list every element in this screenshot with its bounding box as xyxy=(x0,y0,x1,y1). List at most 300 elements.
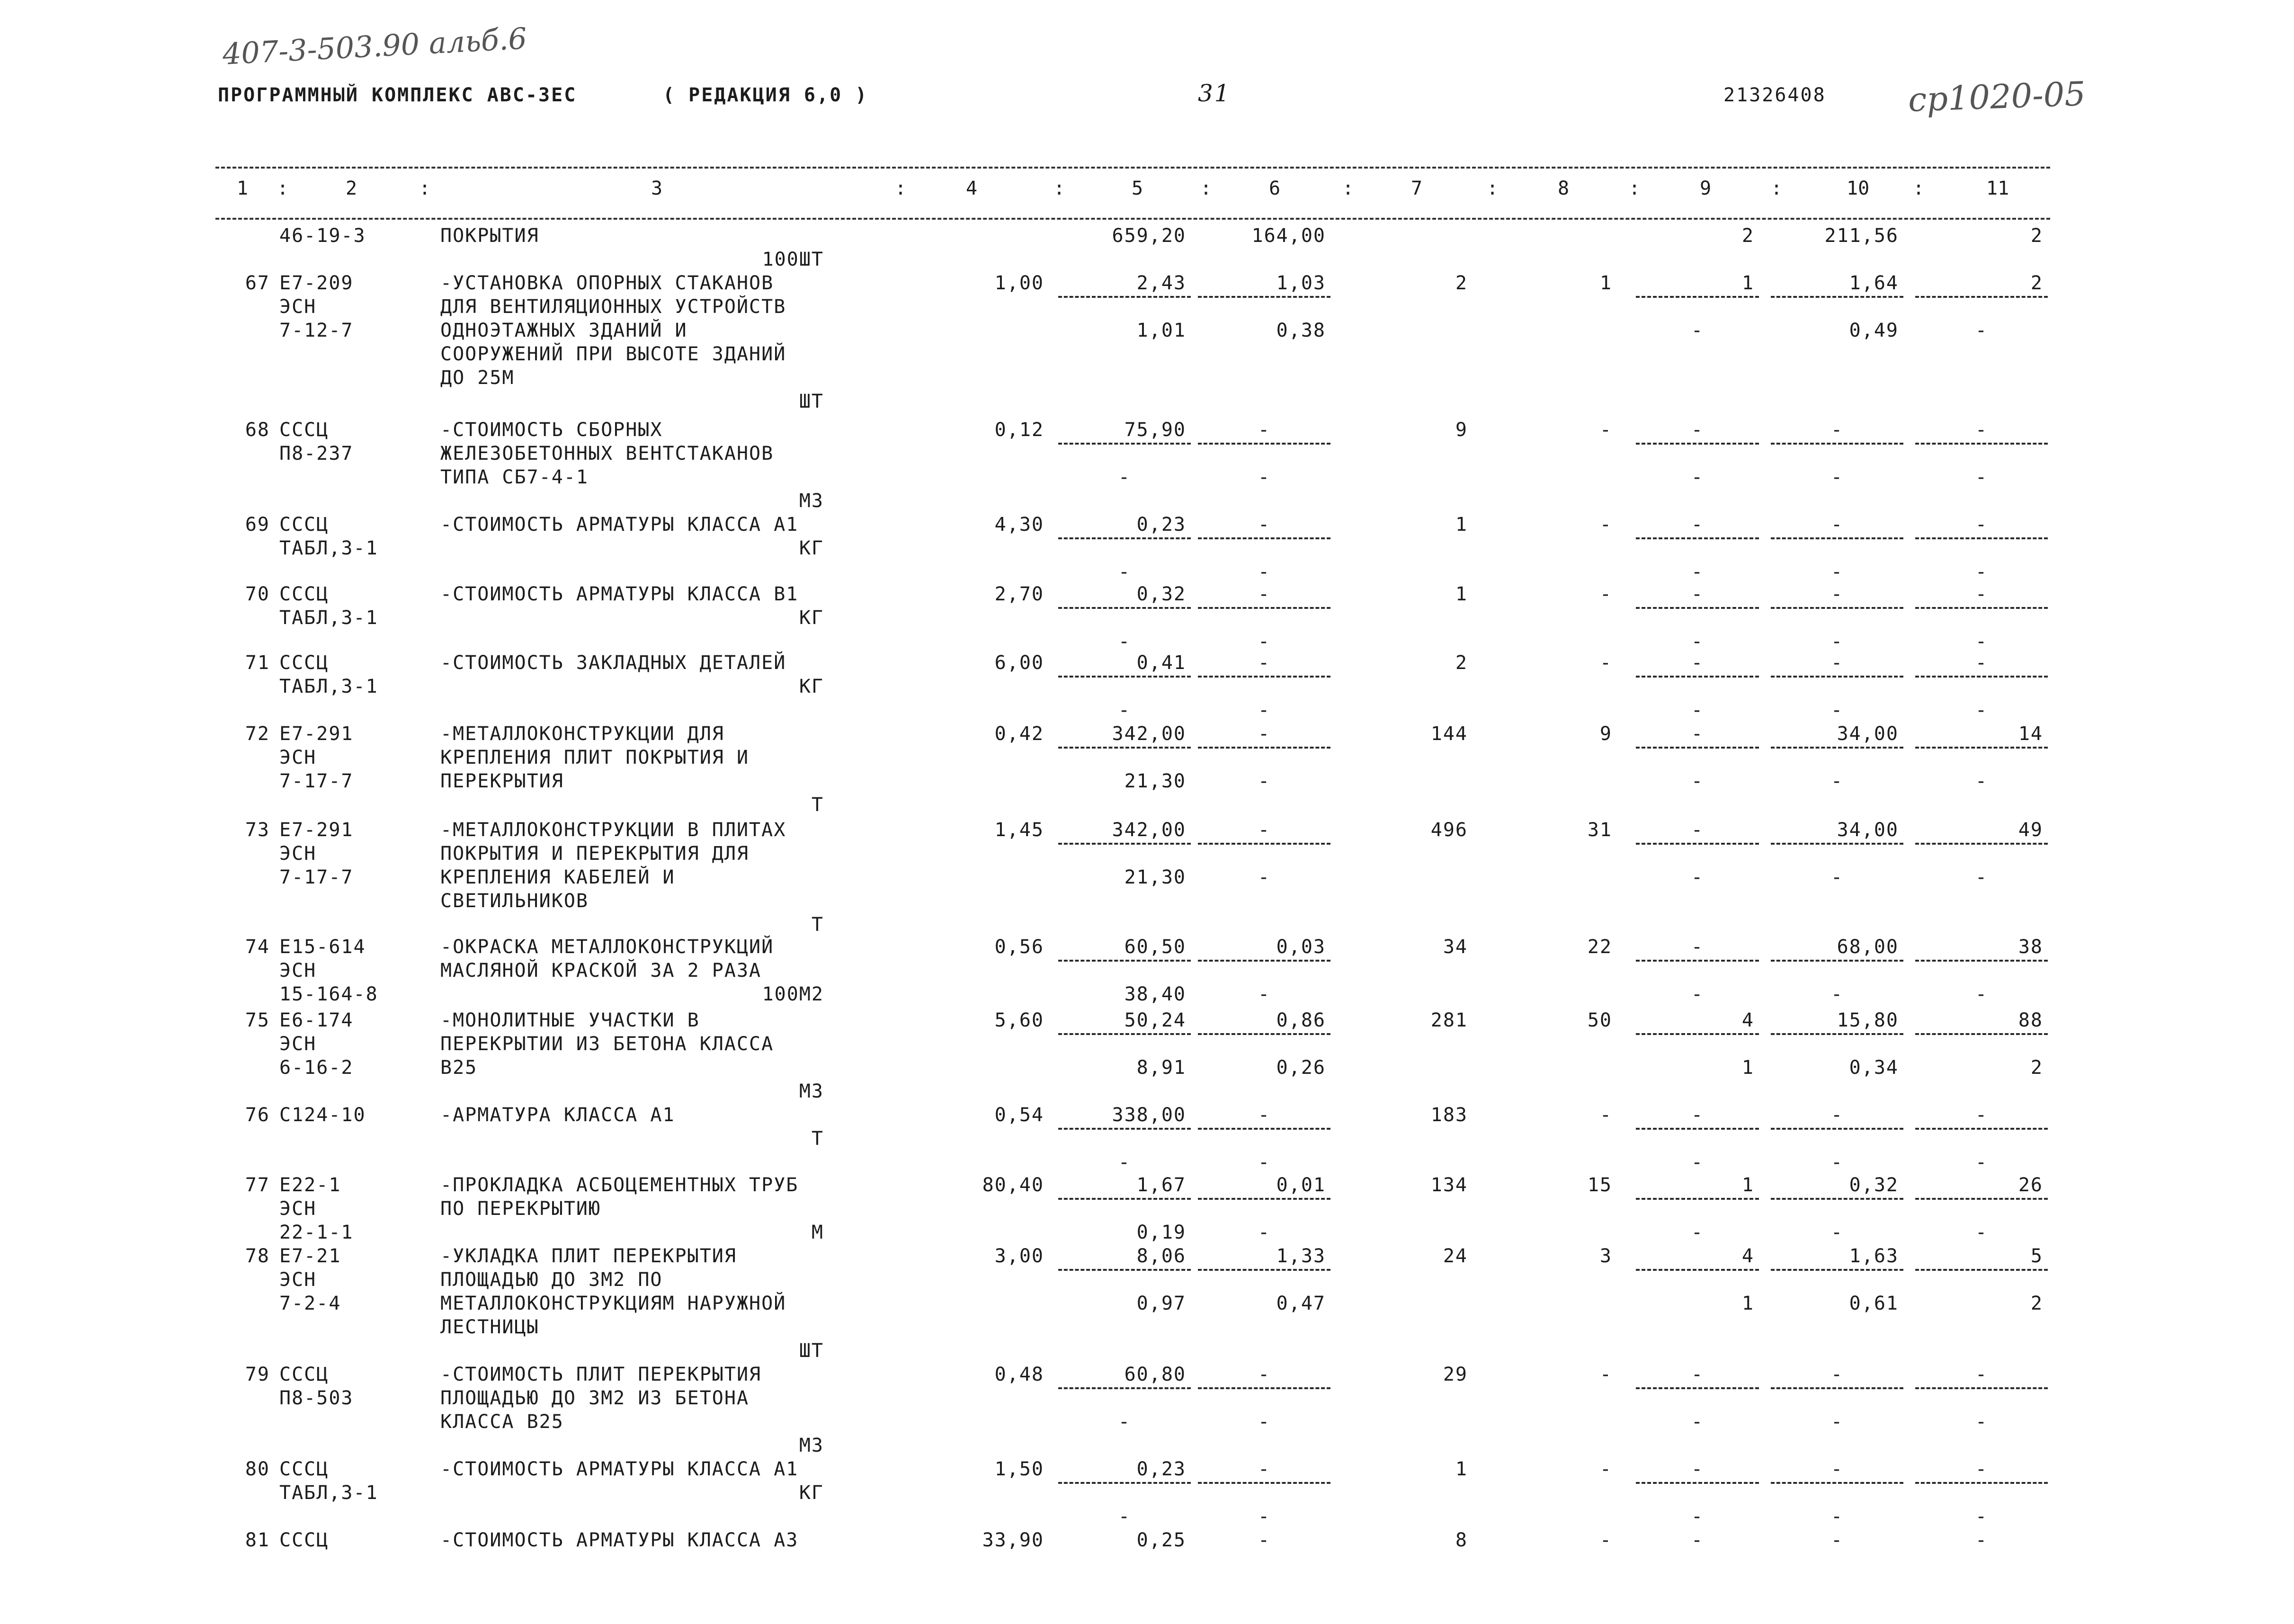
row-code: СССЦ xyxy=(279,583,329,605)
row-unit: М3 xyxy=(799,490,824,512)
row-c6-top: - xyxy=(1258,419,1271,441)
row-c6-top: - xyxy=(1258,652,1271,674)
row-col7: 24 xyxy=(1443,1245,1468,1267)
row-c9-top: 4 xyxy=(1741,1245,1754,1267)
row-c5-top: 0,32 xyxy=(1136,583,1186,605)
row-code: СССЦ xyxy=(279,652,329,674)
row-number: 78 xyxy=(245,1245,270,1267)
row-c9-top: - xyxy=(1691,936,1704,958)
cell-divider xyxy=(1636,960,1759,962)
cell-divider xyxy=(1636,607,1759,609)
row-c10-top: - xyxy=(1830,1529,1844,1551)
cell-divider xyxy=(1771,296,1903,298)
row-unit: Т xyxy=(811,914,824,936)
row-c9-bottom: - xyxy=(1691,699,1704,721)
cell-divider xyxy=(1915,1033,2048,1035)
row-col8: 15 xyxy=(1587,1174,1612,1196)
row-unit: КГ xyxy=(799,607,824,629)
row-quantity: 5,60 xyxy=(994,1009,1044,1031)
row-code: 7-2-4 xyxy=(279,1293,341,1314)
cell-divider xyxy=(1058,443,1191,445)
row-c11-bottom: - xyxy=(1975,1506,1988,1527)
cell-divider xyxy=(1198,537,1330,539)
row-c5-bottom: 21,30 xyxy=(1124,770,1186,792)
cell-divider xyxy=(1771,676,1903,678)
page-number: 31 xyxy=(1198,80,1231,107)
row-unit: М xyxy=(811,1222,824,1243)
row-quantity: 0,56 xyxy=(994,936,1044,958)
row-code: СССЦ xyxy=(279,1458,329,1480)
row-c10-top: 1,64 xyxy=(1849,272,1899,294)
row-c6-bottom: - xyxy=(1258,1222,1271,1243)
row-c5-top: 60,50 xyxy=(1124,936,1186,958)
row-description: -СТОИМОСТЬ СБОРНЫХ xyxy=(440,419,663,441)
cell-divider xyxy=(1636,843,1759,845)
row-c9-bottom: - xyxy=(1691,631,1704,652)
row-c10-bottom: - xyxy=(1830,866,1844,888)
row-c9-bottom: - xyxy=(1691,466,1704,488)
cell-divider xyxy=(1771,1198,1903,1200)
row-col7: 1 xyxy=(1455,583,1468,605)
row-c10-top: - xyxy=(1830,1458,1844,1480)
cell-divider xyxy=(1771,960,1903,962)
column-separator: : xyxy=(1629,178,1641,199)
cell-divider xyxy=(1771,537,1903,539)
row-quantity: 1,45 xyxy=(994,819,1044,841)
row-c5-bottom: - xyxy=(1118,466,1131,488)
row-description: МАСЛЯНОЙ КРАСКОЙ ЗА 2 РАЗА xyxy=(440,960,762,982)
cell-divider xyxy=(1058,676,1191,678)
column-header-1: 1 xyxy=(237,178,249,199)
cell-divider xyxy=(1198,443,1330,445)
cell-divider xyxy=(1771,1387,1903,1389)
column-header-2: 2 xyxy=(346,178,357,199)
row-code: ЭСН xyxy=(279,1198,317,1220)
row-c5-top: 0,23 xyxy=(1136,1458,1186,1480)
column-separator: : xyxy=(419,178,431,199)
row-c11-top: - xyxy=(1975,419,1988,441)
row-description: ЖЕЛЕЗОБЕТОННЫХ ВЕНТСТАКАНОВ xyxy=(440,443,774,464)
row-code: Е7-291 xyxy=(279,819,354,841)
row-c5-bottom: 0,19 xyxy=(1136,1222,1186,1243)
row-c5-top: 60,80 xyxy=(1124,1364,1186,1385)
cell-divider xyxy=(1058,296,1191,298)
row-c10-bottom: 0,61 xyxy=(1849,1293,1899,1314)
row-c11-top: - xyxy=(1975,1458,1988,1480)
cell-divider xyxy=(1915,1482,2048,1484)
row-col7: 29 xyxy=(1443,1364,1468,1385)
cell-divider xyxy=(1915,1387,2048,1389)
row-col7: 183 xyxy=(1430,1104,1468,1126)
row-code: П8-237 xyxy=(279,443,354,464)
cell-divider xyxy=(1771,1128,1903,1130)
row-c9-top: - xyxy=(1691,514,1704,535)
row-c10-top: 34,00 xyxy=(1837,723,1899,745)
row-c6-bottom: 0,38 xyxy=(1276,320,1326,341)
cell-divider xyxy=(1771,1269,1903,1271)
row-c5-bottom: 1,01 xyxy=(1136,320,1186,341)
row-c5-top: 342,00 xyxy=(1112,723,1186,745)
row-c10-top: 34,00 xyxy=(1837,819,1899,841)
cell-divider xyxy=(1198,843,1330,845)
row-c11-top: - xyxy=(1975,1364,1988,1385)
row-description: ОДНОЭТАЖНЫХ ЗДАНИЙ И xyxy=(440,320,687,341)
cell-divider xyxy=(1915,296,2048,298)
row-description: ПОКРЫТИЯ И ПЕРЕКРЫТИЯ ДЛЯ xyxy=(440,843,750,865)
row-c6-bottom: - xyxy=(1258,1151,1271,1173)
row-col7: 1 xyxy=(1455,514,1468,535)
row-number: 70 xyxy=(245,583,270,605)
row-c11-top: - xyxy=(1975,652,1988,674)
row-c5-bottom: 21,30 xyxy=(1124,866,1186,888)
row-c11-bottom: 2 xyxy=(2030,1293,2043,1314)
row-c6-bottom: - xyxy=(1258,983,1271,1005)
row-c9-bottom: - xyxy=(1691,866,1704,888)
row-col7: 9 xyxy=(1455,419,1468,441)
row-number: 80 xyxy=(245,1458,270,1480)
cell-divider xyxy=(1771,607,1903,609)
row-c5-top: 8,06 xyxy=(1136,1245,1186,1267)
column-header-11: 11 xyxy=(1986,178,2009,199)
row-col7: 34 xyxy=(1443,936,1468,958)
row-unit: КГ xyxy=(799,676,824,697)
row-unit: КГ xyxy=(799,537,824,559)
cell-divider xyxy=(1915,843,2048,845)
row-code: 15-164-8 xyxy=(279,983,378,1005)
column-separator: : xyxy=(1342,178,1354,199)
row-c9-bottom: - xyxy=(1691,1411,1704,1433)
row-c6-top: - xyxy=(1258,723,1271,745)
row-description: -СТОИМОСТЬ АРМАТУРЫ КЛАССА А3 xyxy=(440,1529,799,1551)
row-c10-top: 211,56 xyxy=(1824,225,1899,247)
row-c9-bottom: - xyxy=(1691,1151,1704,1173)
row-col8: 22 xyxy=(1587,936,1612,958)
row-c9-bottom: 1 xyxy=(1741,1293,1754,1314)
row-c5-top: 338,00 xyxy=(1112,1104,1186,1126)
row-c11-bottom: - xyxy=(1975,561,1988,583)
row-code: ЭСН xyxy=(279,1269,317,1291)
row-c9-bottom: - xyxy=(1691,320,1704,341)
cell-divider xyxy=(1636,1387,1759,1389)
row-c5-top: 0,41 xyxy=(1136,652,1186,674)
cell-divider xyxy=(1636,1128,1759,1130)
row-quantity: 6,00 xyxy=(994,652,1044,674)
row-unit: ШТ xyxy=(799,1340,824,1362)
edition-label: ( РЕДАКЦИЯ 6,0 ) xyxy=(663,84,868,106)
row-quantity: 80,40 xyxy=(982,1174,1044,1196)
cell-divider xyxy=(1636,537,1759,539)
row-c6-top: 164,00 xyxy=(1251,225,1326,247)
row-c11-top: 5 xyxy=(2030,1245,2043,1267)
column-header-5: 5 xyxy=(1132,178,1143,199)
row-c10-top: - xyxy=(1830,1104,1844,1126)
row-c10-top: - xyxy=(1830,419,1844,441)
row-description: ПО ПЕРЕКРЫТИЮ xyxy=(440,1198,601,1220)
row-c9-top: 1 xyxy=(1741,1174,1754,1196)
row-col7: 2 xyxy=(1455,272,1468,294)
row-c5-bottom: - xyxy=(1118,1411,1131,1433)
row-col7: 1 xyxy=(1455,1458,1468,1480)
cell-divider xyxy=(1915,747,2048,749)
cell-divider xyxy=(1058,1033,1191,1035)
row-c5-bottom: - xyxy=(1118,1151,1131,1173)
column-header-9: 9 xyxy=(1700,178,1712,199)
row-code: Е15-614 xyxy=(279,936,366,958)
row-c5-top: 0,25 xyxy=(1136,1529,1186,1551)
row-c5-bottom: - xyxy=(1118,561,1131,583)
cell-divider xyxy=(1636,443,1759,445)
row-number: 67 xyxy=(245,272,270,294)
column-separator: : xyxy=(1913,178,1925,199)
row-c9-bottom: - xyxy=(1691,983,1704,1005)
row-c5-top: 75,90 xyxy=(1124,419,1186,441)
row-c11-top: 49 xyxy=(2018,819,2043,841)
row-c5-top: 659,20 xyxy=(1112,225,1186,247)
row-code: 7-17-7 xyxy=(279,770,354,792)
row-col8: - xyxy=(1599,419,1612,441)
row-c5-top: 1,67 xyxy=(1136,1174,1186,1196)
row-number: 79 xyxy=(245,1364,270,1385)
cell-divider xyxy=(1198,296,1330,298)
column-header-6: 6 xyxy=(1269,178,1281,199)
cell-divider xyxy=(1915,960,2048,962)
row-c5-bottom: - xyxy=(1118,1506,1131,1527)
row-code: ТАБЛ,3-1 xyxy=(279,607,378,629)
cell-divider xyxy=(1915,537,2048,539)
row-c5-bottom: - xyxy=(1118,699,1131,721)
row-col8: - xyxy=(1599,652,1612,674)
column-separator: : xyxy=(1200,178,1212,199)
row-number: 71 xyxy=(245,652,270,674)
cell-divider xyxy=(1198,1482,1330,1484)
row-c6-top: - xyxy=(1258,1529,1271,1551)
row-description: СВЕТИЛЬНИКОВ xyxy=(440,890,589,912)
cell-divider xyxy=(1058,1269,1191,1271)
column-header-10: 10 xyxy=(1847,178,1870,199)
row-c9-top: - xyxy=(1691,819,1704,841)
row-c5-bottom: - xyxy=(1118,631,1131,652)
row-c10-top: 68,00 xyxy=(1837,936,1899,958)
cell-divider xyxy=(1771,1482,1903,1484)
row-c10-top: 15,80 xyxy=(1837,1009,1899,1031)
row-c6-top: - xyxy=(1258,583,1271,605)
row-code: Е22-1 xyxy=(279,1174,341,1196)
row-c10-bottom: - xyxy=(1830,631,1844,652)
row-col7: 8 xyxy=(1455,1529,1468,1551)
row-code: ТАБЛ,3-1 xyxy=(279,676,378,697)
column-separator: : xyxy=(277,178,289,199)
row-c10-bottom: - xyxy=(1830,1411,1844,1433)
table-top-rule xyxy=(215,167,2050,169)
row-code: СССЦ xyxy=(279,419,329,441)
cell-divider xyxy=(1198,1033,1330,1035)
cell-divider xyxy=(1198,607,1330,609)
row-code: Е6-174 xyxy=(279,1009,354,1031)
row-c11-bottom: - xyxy=(1975,699,1988,721)
cell-divider xyxy=(1058,537,1191,539)
row-unit: М3 xyxy=(799,1080,824,1102)
row-col8: - xyxy=(1599,1364,1612,1385)
cell-divider xyxy=(1198,1269,1330,1271)
row-description: -СТОИМОСТЬ АРМАТУРЫ КЛАССА В1 xyxy=(440,583,799,605)
column-separator: : xyxy=(1771,178,1783,199)
row-unit: М3 xyxy=(799,1435,824,1456)
cell-divider xyxy=(1198,1387,1330,1389)
row-description: В25 xyxy=(440,1057,478,1079)
row-code: 6-16-2 xyxy=(279,1057,354,1079)
row-col8: 50 xyxy=(1587,1009,1612,1031)
row-c9-bottom: - xyxy=(1691,561,1704,583)
row-quantity: 0,48 xyxy=(994,1364,1044,1385)
row-c9-top: - xyxy=(1691,1104,1704,1126)
row-c10-bottom: - xyxy=(1830,1222,1844,1243)
row-quantity: 3,00 xyxy=(994,1245,1044,1267)
cell-divider xyxy=(1915,443,2048,445)
row-description: -СТОИМОСТЬ АРМАТУРЫ КЛАССА А1 xyxy=(440,1458,799,1480)
row-code: ТАБЛ,3-1 xyxy=(279,537,378,559)
row-description: КРЕПЛЕНИЯ КАБЕЛЕЙ И xyxy=(440,866,675,888)
row-col8: - xyxy=(1599,1458,1612,1480)
cell-divider xyxy=(1198,676,1330,678)
row-c6-top: - xyxy=(1258,1364,1271,1385)
row-c5-top: 342,00 xyxy=(1112,819,1186,841)
row-c11-bottom: - xyxy=(1975,1222,1988,1243)
row-c11-top: - xyxy=(1975,1529,1988,1551)
row-quantity: 0,54 xyxy=(994,1104,1044,1126)
row-c11-bottom: - xyxy=(1975,466,1988,488)
row-c11-top: 38 xyxy=(2018,936,2043,958)
row-c10-top: - xyxy=(1830,514,1844,535)
row-code: 22-1-1 xyxy=(279,1222,354,1243)
cell-divider xyxy=(1636,296,1759,298)
row-c11-bottom: - xyxy=(1975,770,1988,792)
row-c10-bottom: - xyxy=(1830,983,1844,1005)
row-description: КРЕПЛЕНИЯ ПЛИТ ПОКРЫТИЯ И xyxy=(440,747,750,768)
handwritten-note-right: ср1020-05 xyxy=(1907,74,2087,119)
cell-divider xyxy=(1771,747,1903,749)
row-number: 68 xyxy=(245,419,270,441)
row-c6-bottom: - xyxy=(1258,699,1271,721)
handwritten-note-left: 407-3-503.90 альб.6 xyxy=(222,21,528,71)
row-description: ЛЕСТНИЦЫ xyxy=(440,1316,539,1338)
row-code: СССЦ xyxy=(279,514,329,535)
row-code: ЭСН xyxy=(279,1033,317,1055)
cell-divider xyxy=(1636,1269,1759,1271)
row-c11-bottom: 2 xyxy=(2030,1057,2043,1079)
row-c9-bottom: - xyxy=(1691,770,1704,792)
document-code: 21326408 xyxy=(1723,84,1826,106)
cell-divider xyxy=(1058,1128,1191,1130)
row-c9-top: - xyxy=(1691,1458,1704,1480)
program-title: ПРОГРАММНЫЙ КОМПЛЕКС АВС-ЗЕС xyxy=(218,84,577,106)
row-description: -УСТАНОВКА ОПОРНЫХ СТАКАНОВ xyxy=(440,272,774,294)
row-code: 7-12-7 xyxy=(279,320,354,341)
row-c6-bottom: - xyxy=(1258,466,1271,488)
row-c10-bottom: 0,34 xyxy=(1849,1057,1899,1079)
column-separator: : xyxy=(1053,178,1065,199)
column-header-7: 7 xyxy=(1411,178,1423,199)
row-quantity: 2,70 xyxy=(994,583,1044,605)
cell-divider xyxy=(1198,1198,1330,1200)
row-c9-top: 1 xyxy=(1741,272,1754,294)
cell-divider xyxy=(1058,607,1191,609)
row-c9-top: - xyxy=(1691,723,1704,745)
row-col7: 496 xyxy=(1430,819,1468,841)
row-code: 7-17-7 xyxy=(279,866,354,888)
row-c9-top: - xyxy=(1691,1364,1704,1385)
row-c6-bottom: 0,26 xyxy=(1276,1057,1326,1079)
cell-divider xyxy=(1636,1482,1759,1484)
row-number: 73 xyxy=(245,819,270,841)
row-c6-top: - xyxy=(1258,1104,1271,1126)
row-c6-top: 0,03 xyxy=(1276,936,1326,958)
row-col8: 9 xyxy=(1599,723,1612,745)
row-c10-bottom: 0,49 xyxy=(1849,320,1899,341)
row-c10-top: - xyxy=(1830,1364,1844,1385)
row-code: ЭСН xyxy=(279,960,317,982)
row-col8: 3 xyxy=(1599,1245,1612,1267)
row-c11-top: 26 xyxy=(2018,1174,2043,1196)
row-quantity: 33,90 xyxy=(982,1529,1044,1551)
row-description: СООРУЖЕНИЙ ПРИ ВЫСОТЕ ЗДАНИЙ xyxy=(440,343,786,365)
row-description: ДО 25М xyxy=(440,367,515,389)
row-c5-bottom: 38,40 xyxy=(1124,983,1186,1005)
row-c10-top: 1,63 xyxy=(1849,1245,1899,1267)
row-description: -УКЛАДКА ПЛИТ ПЕРЕКРЫТИЯ xyxy=(440,1245,737,1267)
row-col7: 144 xyxy=(1430,723,1468,745)
row-c6-bottom: - xyxy=(1258,866,1271,888)
row-description: КЛАССА В25 xyxy=(440,1411,564,1433)
row-c6-top: 1,03 xyxy=(1276,272,1326,294)
row-description: -СТОИМОСТЬ АРМАТУРЫ КЛАССА А1 xyxy=(440,514,799,535)
row-description: -МЕТАЛЛОКОНСТРУКЦИИ ДЛЯ xyxy=(440,723,724,745)
table-header-rule xyxy=(215,218,2050,220)
cell-divider xyxy=(1915,1128,2048,1130)
row-number: 77 xyxy=(245,1174,270,1196)
row-quantity: 0,12 xyxy=(994,419,1044,441)
row-description: -АРМАТУРА КЛАССА А1 xyxy=(440,1104,675,1126)
row-quantity: 1,50 xyxy=(994,1458,1044,1480)
row-c11-bottom: - xyxy=(1975,1411,1988,1433)
row-quantity: 4,30 xyxy=(994,514,1044,535)
row-description: МЕТАЛЛОКОНСТРУКЦИЯМ НАРУЖНОЙ xyxy=(440,1293,786,1314)
column-header-4: 4 xyxy=(966,178,978,199)
row-c6-top: 1,33 xyxy=(1276,1245,1326,1267)
row-c6-top: 0,01 xyxy=(1276,1174,1326,1196)
cell-divider xyxy=(1771,443,1903,445)
row-c11-top: 2 xyxy=(2030,225,2043,247)
row-c9-bottom: - xyxy=(1691,1222,1704,1243)
row-unit: Т xyxy=(811,794,824,816)
row-c11-top: 88 xyxy=(2018,1009,2043,1031)
row-c5-bottom: 0,97 xyxy=(1136,1293,1186,1314)
row-col8: 1 xyxy=(1599,272,1612,294)
row-col8: - xyxy=(1599,514,1612,535)
cell-divider xyxy=(1915,1269,2048,1271)
cell-divider xyxy=(1636,1198,1759,1200)
cell-divider xyxy=(1915,676,2048,678)
row-c5-top: 50,24 xyxy=(1124,1009,1186,1031)
cell-divider xyxy=(1915,1198,2048,1200)
row-c11-bottom: - xyxy=(1975,1151,1988,1173)
cell-divider xyxy=(1058,747,1191,749)
row-unit: КГ xyxy=(799,1482,824,1504)
row-c10-bottom: - xyxy=(1830,1506,1844,1527)
row-col7: 2 xyxy=(1455,652,1468,674)
row-description: -ОКРАСКА МЕТАЛЛОКОНСТРУКЦИЙ xyxy=(440,936,774,958)
row-col7: 134 xyxy=(1430,1174,1468,1196)
row-code: С124-10 xyxy=(279,1104,366,1126)
